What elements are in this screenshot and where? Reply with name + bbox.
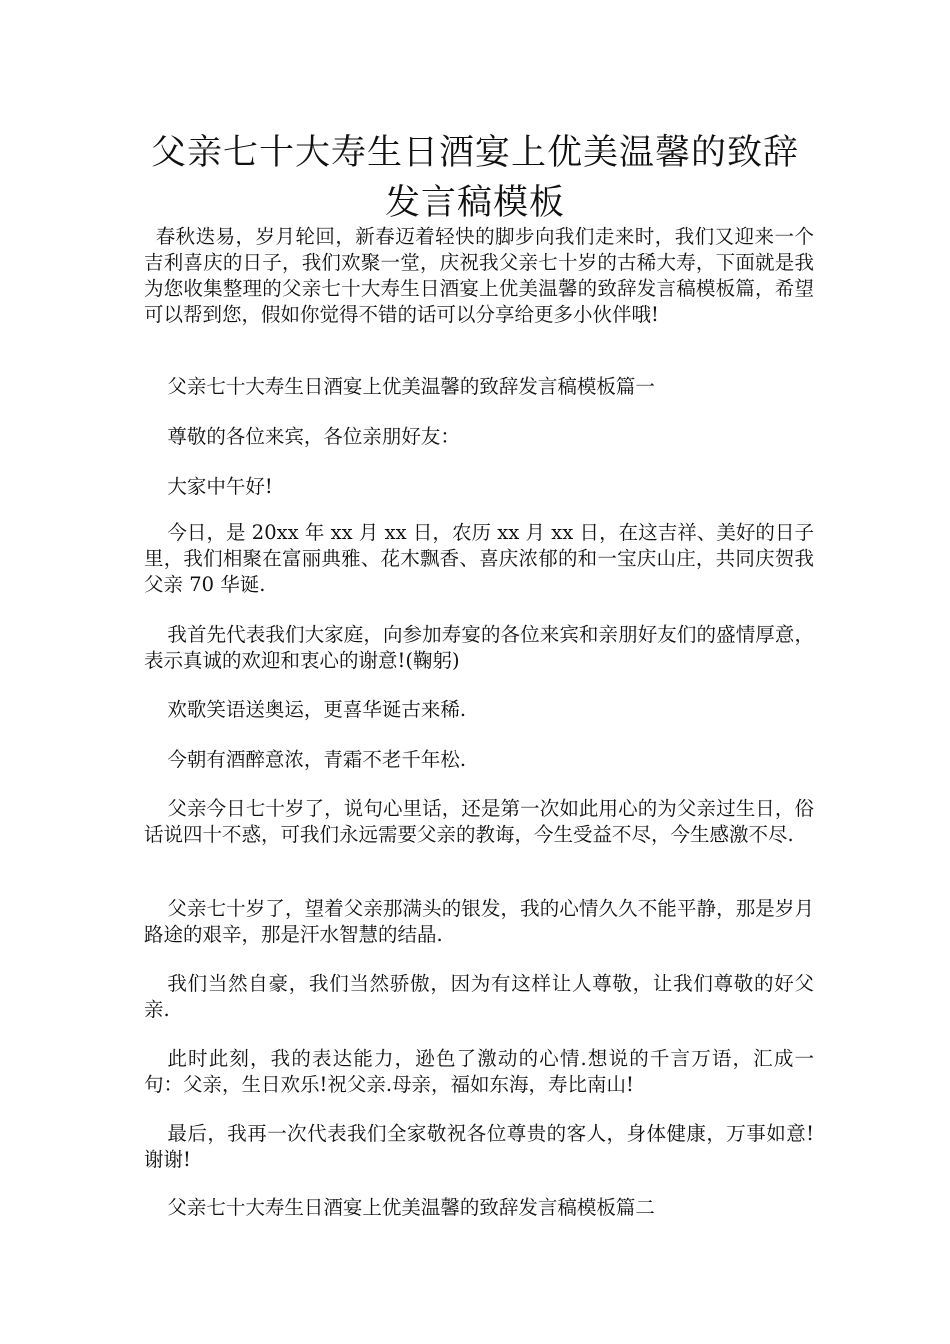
section-heading-2: 父亲七十大寿生日酒宴上优美温馨的致辞发言稿模板篇二 [167,1196,655,1219]
document-title-line-1: 父亲七十大寿生日酒宴上优美温馨的致辞 [150,133,799,173]
body-paragraph: 今日，是 20xx 年 xx 月 xx 日，农历 xx 月 xx 日，在这吉祥、美好的日子里，我们相聚在富丽典雅、花木飘香、喜庆浓郁的和一宝庆山庄，共同庆贺我父亲 70 华诞. [144,521,814,596]
body-paragraph: 父亲今日七十岁了，说句心里话，还是第一次如此用心的为父亲过生日，俗话说四十不惑，可我们永远需要父亲的教诲，今生受益不尽，今生感激不尽. [144,797,814,846]
verse-line: 欢歌笑语送奥运，更喜华诞古来稀. [167,698,467,721]
body-paragraph: 此时此刻，我的表达能力，逊色了激动的心情.想说的千言万语，汇成一句：父亲，生日欢乐!祝父亲.母亲，福如东海，寿比南山! [144,1047,814,1096]
intro-paragraph: 春秋迭易，岁月轮回，新春迈着轻快的脚步向我们走来时，我们又迎来一个吉利喜庆的日子，我们欢聚一堂，庆祝我父亲七十岁的古稀大寿，下面就是我为您收集整理的父亲七十大寿生日酒宴上优美温馨的致辞发言稿模板篇，希望可以帮到您，假如你觉得不错的话可以分享给更多小伙伴哦! [144,225,814,326]
salutation: 尊敬的各位来宾，各位亲朋好友： [167,425,460,448]
greeting: 大家中午好! [167,475,273,498]
body-paragraph: 父亲七十岁了，望着父亲那满头的银发，我的心情久久不能平静，那是岁月路途的艰辛，那是汗水智慧的结晶. [144,897,814,946]
document-title-line-2: 发言稿模板 [384,183,565,223]
section-heading-1: 父亲七十大寿生日酒宴上优美温馨的致辞发言稿模板篇一 [167,375,655,398]
body-paragraph: 我们当然自豪，我们当然骄傲，因为有这样让人尊敬，让我们尊敬的好父亲. [144,972,814,1021]
verse-line: 今朝有酒醉意浓，青霜不老千年松. [167,748,467,771]
body-paragraph: 我首先代表我们大家庭，向参加寿宴的各位来宾和亲朋好友们的盛情厚意，表示真诚的欢迎和衷心的谢意!(鞠躬) [144,623,814,672]
closing-paragraph: 最后，我再一次代表我们全家敬祝各位尊贵的客人，身体健康，万事如意!谢谢! [144,1122,814,1171]
